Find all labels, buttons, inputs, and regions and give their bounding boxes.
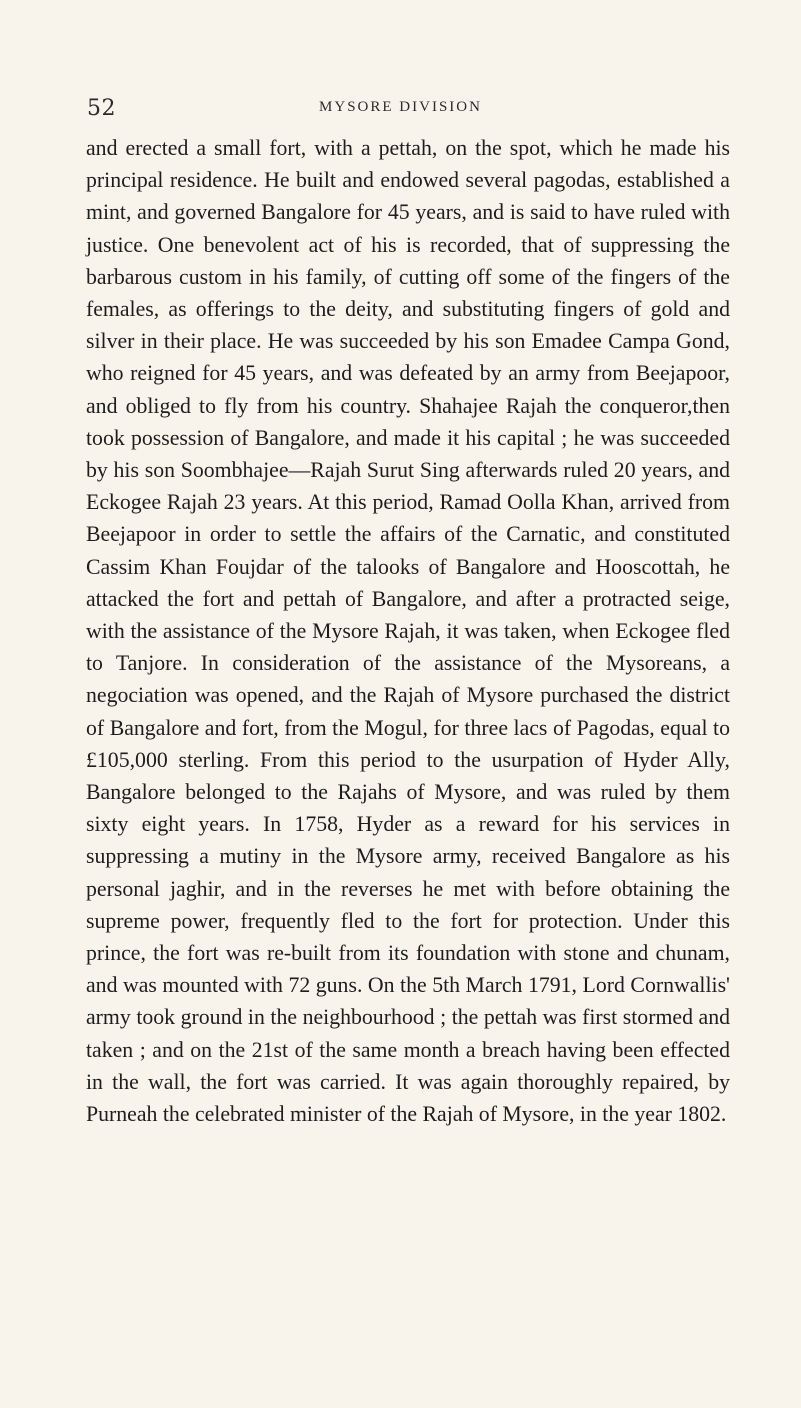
running-head: MYSORE DIVISION	[319, 99, 482, 115]
body-paragraph: and erected a small fort, with a pettah, on the spot, which he made his principal residence. He built and endowed several pagodas, established a mint, and governed Bangalore for 45 years, and is said to have ruled with justice. One benevolent act of his is recorded, that of suppressing the barbarous custom in his family, of cutting off some of the fingers of the females, as offerings to the deity, and substituting fingers of gold and silver in their place. He was succeeded by his son Emadee Campa Gond, who reigned for 45 years, and was defeated by an army from Beejapoor, and obliged to fly from his country. Shahajee Rajah the conqueror,then took possession of Bangalore, and made it his capital ; he was succeeded by his son Soombhajee—Rajah Surut Sing afterwards ruled 20 years, and Eckogee Rajah 23 years. At this period, Ramad Oolla Khan, arrived from Beejapoor in order to settle the affairs of the Carnatic, and constituted Cassim Khan Foujdar of the talooks of Bangalore and Hooscottah, he attacked the fort and pettah of Bangalore, and after a protracted seige, with the assistance of the Mysore Rajah, it was taken, when Eckogee fled to Tanjore. In consideration of the assistance of the Mysoreans, a negociation was opened, and the Rajah of Mysore purchased the district of Bangalore and fort, from the Mogul, for three lacs of Pagodas, equal to £105,000 sterling. From this period to the usurpation of Hyder Ally, Bangalore belonged to the Rajahs of Mysore, and was ruled by them sixty eight years. In 1758, Hyder as a reward for his services in suppressing a mutiny in the Mysore army, received Bangalore as his personal jaghir, and in the reverses he met with before obtaining the supreme power, frequently fled to the fort for protection. Under this prince, the fort was re-built from its foundation with stone and chunam, and was mounted with 72 guns. On the 5th March 1791, Lord Cornwallis' army took ground in the neighbourhood ; the pettah was first stormed and taken ; and on the 21st of the same month a breach having been effected in the wall, the fort was carried. It was again thoroughly repaired, by Purneah the celebrated minister of the Rajah of Mysore, in the year 1802.	[86, 136, 730, 1127]
page-header	[0, 96, 801, 128]
page-number: 52	[87, 96, 116, 121]
